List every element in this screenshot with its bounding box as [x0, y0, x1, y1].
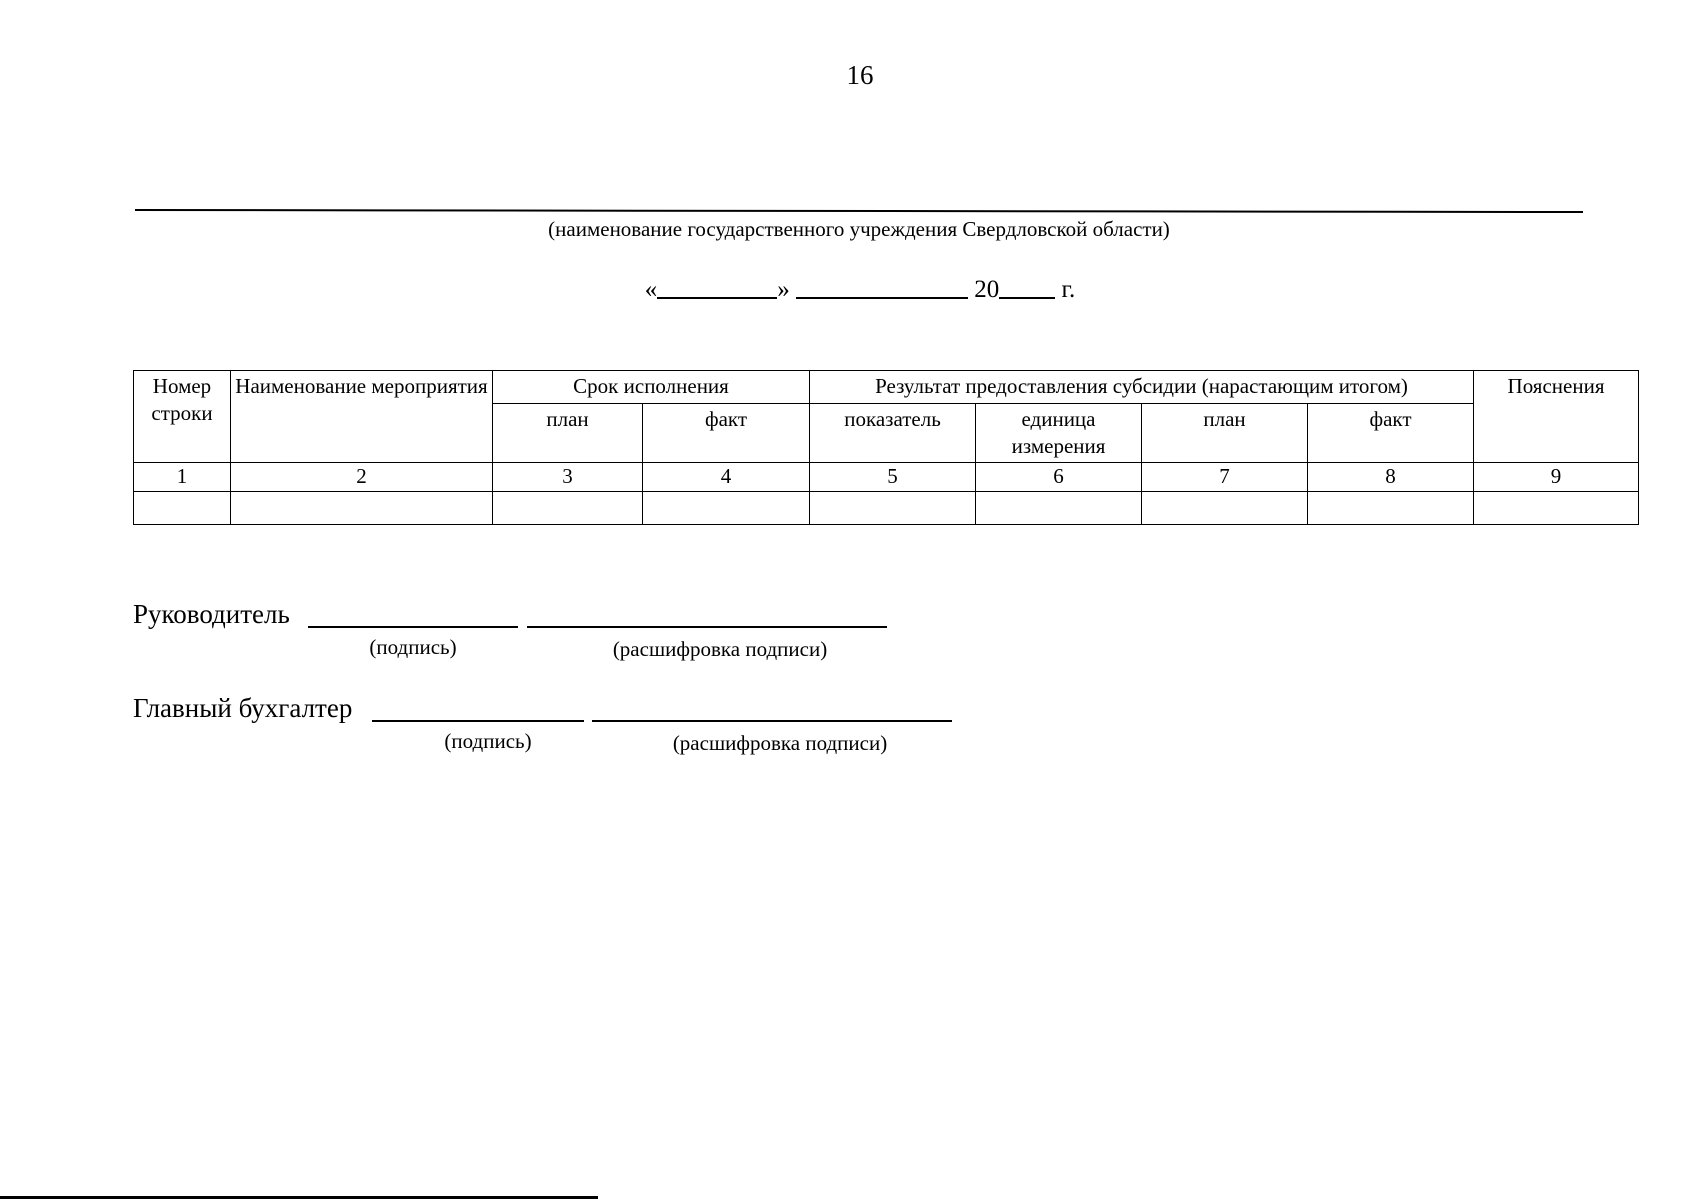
header-notes: Пояснения: [1474, 371, 1639, 463]
date-open-quote: «: [644, 276, 658, 303]
accountant-signature-caption: (подпись): [444, 729, 532, 753]
table-cell: [1142, 492, 1308, 525]
date-line: [0, 273, 1698, 304]
organization-name-line: [135, 209, 1583, 213]
footer-rule: [0, 1196, 598, 1199]
header-event-name: Наименование мероприятия: [231, 371, 493, 463]
header-deadline: Срок исполнения: [493, 371, 810, 404]
column-number: 4: [643, 463, 810, 492]
accountant-signature-title: Главный бухгалтер: [133, 693, 353, 723]
head-signature-title: Руководитель: [133, 599, 290, 629]
column-number: 5: [810, 463, 976, 492]
head-signature-line: [308, 624, 518, 628]
column-number: 2: [231, 463, 493, 492]
year-prefix: 20: [974, 276, 1000, 303]
header-result-plan: план: [1142, 404, 1308, 463]
head-signature-caption: (подпись): [369, 635, 457, 659]
table-cell: [231, 492, 493, 525]
column-number: 6: [976, 463, 1142, 492]
table-cell: [493, 492, 643, 525]
table-row: [134, 492, 1639, 525]
head-decoding-line: [527, 624, 887, 628]
accountant-decoding-line: [592, 718, 952, 722]
page-number: 16: [846, 60, 874, 90]
header-unit: единица измерения: [976, 404, 1142, 463]
accountant-decoding-caption: (расшифровка подписи): [672, 731, 888, 755]
column-number: 9: [1474, 463, 1639, 492]
header-result: Результат предоставления субсидии (нарастающим итогом): [810, 371, 1474, 404]
table-cell: [976, 492, 1142, 525]
day-blank: [657, 273, 777, 299]
column-number: 8: [1308, 463, 1474, 492]
table-cell: [134, 492, 231, 525]
table-cell: [1474, 492, 1639, 525]
organization-name-caption: (наименование государственного учреждения Свердловской области): [548, 217, 1170, 241]
date-close-quote: »: [777, 276, 790, 303]
column-number: 1: [134, 463, 231, 492]
header-result-fact: факт: [1308, 404, 1474, 463]
report-table: [133, 370, 1639, 525]
header-deadline-plan: план: [493, 404, 643, 463]
year-blank: [999, 273, 1055, 299]
header-indicator: показатель: [810, 404, 976, 463]
column-number: 7: [1142, 463, 1308, 492]
column-number: 3: [493, 463, 643, 492]
head-decoding-caption: (расшифровка подписи): [612, 637, 828, 661]
accountant-signature-line: [372, 718, 584, 722]
table-cell: [810, 492, 976, 525]
table-cell: [1308, 492, 1474, 525]
month-blank: [796, 273, 968, 299]
header-row-number: Номер строки: [134, 371, 231, 463]
table-cell: [643, 492, 810, 525]
year-suffix: г.: [1061, 276, 1076, 303]
header-deadline-fact: факт: [643, 404, 810, 463]
